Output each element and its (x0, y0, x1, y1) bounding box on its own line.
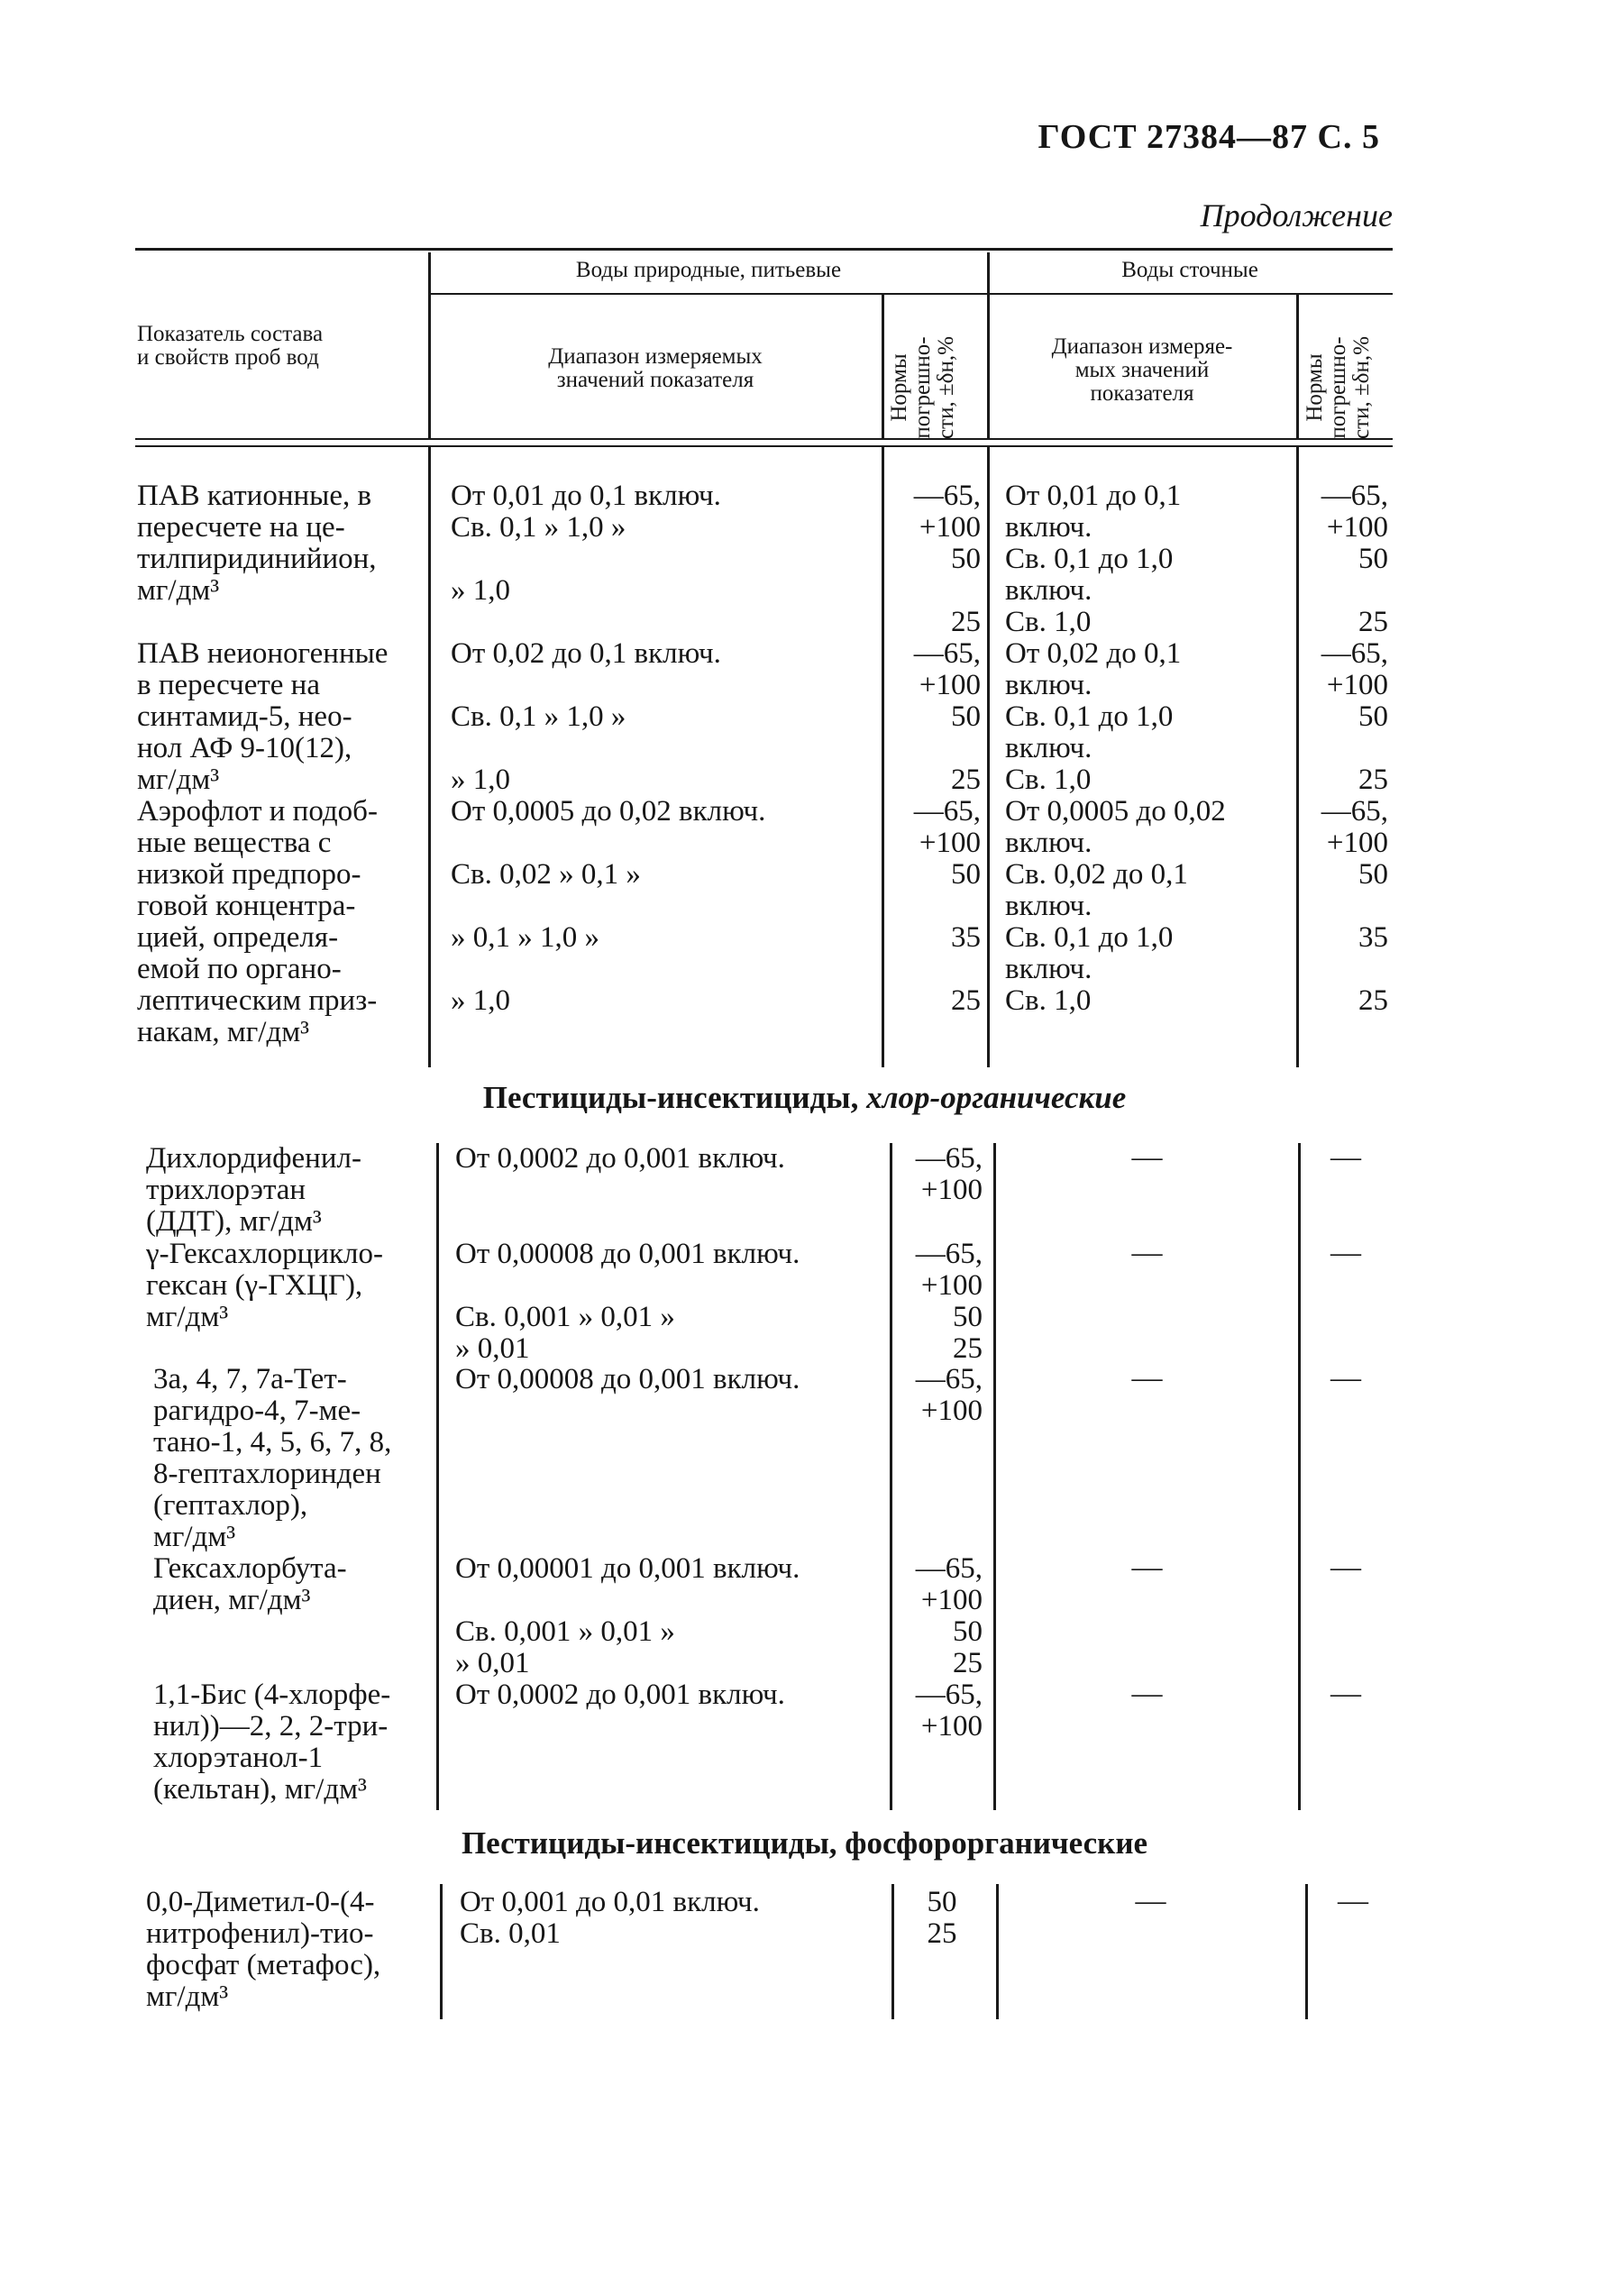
natural-range-gamma-hch: От 0,00008 до 0,001 включ. Св. 0,001 » 0,01 » » 0,01 (455, 1238, 800, 1365)
body3-divider-indicator (440, 1884, 443, 2019)
indicator-kelthane: 1,1-Бис (4-хлорфе- нил))—2, 2, 2-три- хлорэтанол-1 (кельтан), мг/дм³ (153, 1679, 391, 1806)
indicator-nonionic-surfactants: ПАВ неионогенные в пересчете на синтамид-5, нео- нол АФ 9-10(12), мг/дм³ (137, 637, 389, 796)
header-divider-natural-error (882, 295, 884, 440)
waste-range-hexachlorobutadiene: — (1131, 1550, 1163, 1584)
natural-range-kelthane: От 0,0002 до 0,001 включ. (455, 1679, 785, 1711)
indicator-aeroflot: Аэрофлот и подоб- ные вещества с низкой предпоро- говой концентра- цией, определя- емой по органо- лептическим приз- накам, мг/дм³ (137, 795, 378, 1048)
natural-error-aeroflot: —65, +100 50 35 25 (913, 795, 981, 1017)
waste-range-kelthane: — (1131, 1677, 1163, 1710)
natural-error-cationic: —65, +100 50 25 (913, 480, 981, 638)
body1-divider-indicator (428, 447, 431, 1067)
natural-error-nonionic: —65, +100 50 25 (913, 637, 981, 796)
indicator-ddt: Дихлордифенил- трихлорэтан (ДДТ), мг/дм³ (146, 1142, 361, 1238)
body2-divider-indicator (436, 1143, 439, 1810)
group-underline-natural (430, 293, 989, 295)
waste-range-nonionic: От 0,02 до 0,1 включ. Св. 0,1 до 1,0 включ. Св. 1,0 (1005, 637, 1182, 796)
indicator-metaphos: 0,0-Диметил-0-(4- нитрофенил)-тио- фосфат (метафос), мг/дм³ (146, 1886, 381, 2013)
section-title-organochlorine-italic: хлор-органические (866, 1080, 1127, 1115)
waste-range-gamma-hch: — (1131, 1236, 1163, 1269)
waste-range-aeroflot: От 0,0005 до 0,02 включ. Св. 0,02 до 0,1 включ. Св. 0,1 до 1,0 включ. Св. 1,0 (1005, 795, 1226, 1017)
waste-error-column-header: Нормы погрешно- сти, ±δн,% (1303, 336, 1374, 439)
body3-divider-natural-error (891, 1884, 894, 2019)
natural-error-gamma-hch: —65, +100 50 25 (915, 1238, 983, 1365)
natural-range-ddt: От 0,0002 до 0,001 включ. (455, 1142, 785, 1175)
section-title-organochlorine-bold: Пестициды-инсектициды, (482, 1080, 867, 1115)
waste-range-cationic: От 0,01 до 0,1 включ. Св. 0,1 до 1,0 включ. Св. 1,0 (1005, 480, 1182, 638)
waste-error-metaphos: — (1338, 1884, 1368, 1917)
group-underline-waste (989, 293, 1393, 295)
waste-error-aeroflot: —65, +100 50 35 25 (1321, 795, 1388, 1017)
natural-range-cationic: От 0,01 до 0,1 включ. Св. 0,1 » 1,0 » » 1,0 (451, 480, 721, 607)
section-title-organophosphorus: Пестициды-инсектициды, фосфорорганические (461, 1825, 1148, 1861)
natural-range-metaphos: От 0,001 до 0,01 включ. Св. 0,01 (460, 1886, 760, 1950)
indicator-heptachlor: 3а, 4, 7, 7а-Тет- рагидро-4, 7-ме- тано-1, 4, 5, 6, 7, 8, 8-гептахлоринден (гептахлор), мг/дм³ (153, 1363, 392, 1553)
natural-range-aeroflot: От 0,0005 до 0,02 включ. Св. 0,02 » 0,1 » » 0,1 » 1,0 » » 1,0 (451, 795, 766, 1017)
indicator-hexachlorobutadiene: Гексахлорбута- диен, мг/дм³ (153, 1552, 347, 1616)
waste-range-column-header: Диапазон измеряе- мых значений показателя (1051, 334, 1233, 406)
waste-error-gamma-hch: — (1330, 1236, 1361, 1269)
waste-error-heptachlor: — (1330, 1361, 1361, 1395)
waste-range-heptachlor: — (1131, 1361, 1163, 1395)
natural-error-metaphos: 50 25 (927, 1886, 957, 1950)
header-divider-indicator (428, 252, 431, 440)
header-divider-groups (987, 252, 990, 440)
body1-divider-groups (987, 447, 990, 1067)
waste-error-ddt: — (1330, 1140, 1361, 1174)
waste-range-ddt: — (1131, 1140, 1163, 1174)
waste-error-hexachlorobutadiene: — (1330, 1550, 1361, 1584)
natural-error-ddt: —65, +100 (915, 1142, 983, 1206)
indicator-column-header: Показатель состава и свойств проб вод (137, 322, 324, 370)
indicator-cationic-surfactants: ПАВ катионные, в пересчете на це- тилпиридинийион, мг/дм³ (137, 480, 377, 607)
waste-error-kelthane: — (1330, 1677, 1361, 1710)
natural-error-column-header: Нормы погрешно- сти, ±δн,% (887, 336, 958, 439)
natural-waters-group-header: Воды природные, питьевые (575, 258, 842, 282)
waste-waters-group-header: Воды сточные (1121, 258, 1258, 282)
natural-range-column-header: Диапазон измеряемых значений показателя (548, 344, 763, 392)
natural-range-hexachlorobutadiene: От 0,00001 до 0,001 включ. Св. 0,001 » 0,01 » » 0,01 (455, 1552, 800, 1679)
header-bottom-rule-2 (135, 445, 1393, 447)
table-top-rule (135, 248, 1393, 251)
natural-range-heptachlor: От 0,00008 до 0,001 включ. (455, 1363, 800, 1395)
header-bottom-rule-1 (135, 438, 1393, 440)
natural-error-heptachlor: —65, +100 (915, 1363, 983, 1427)
header-divider-waste-error (1296, 295, 1299, 440)
section-title-organochlorine (0, 1080, 1609, 1116)
natural-error-hexachlorobutadiene: —65, +100 50 25 (915, 1552, 983, 1679)
waste-range-metaphos: — (1135, 1884, 1166, 1917)
indicator-gamma-hch: γ-Гексахлорцикло- гексан (γ-ГХЦГ), мг/дм³ (146, 1238, 383, 1333)
gost-page-code: ГОСТ 27384—87 С. 5 (1038, 118, 1380, 156)
continuation-label: Продолжение (1200, 197, 1393, 233)
natural-range-nonionic: От 0,02 до 0,1 включ. Св. 0,1 » 1,0 » » 1,0 (451, 637, 721, 796)
natural-error-kelthane: —65, +100 (915, 1679, 983, 1743)
waste-error-cationic: —65, +100 50 25 (1321, 480, 1388, 638)
waste-error-nonionic: —65, +100 50 25 (1321, 637, 1388, 796)
